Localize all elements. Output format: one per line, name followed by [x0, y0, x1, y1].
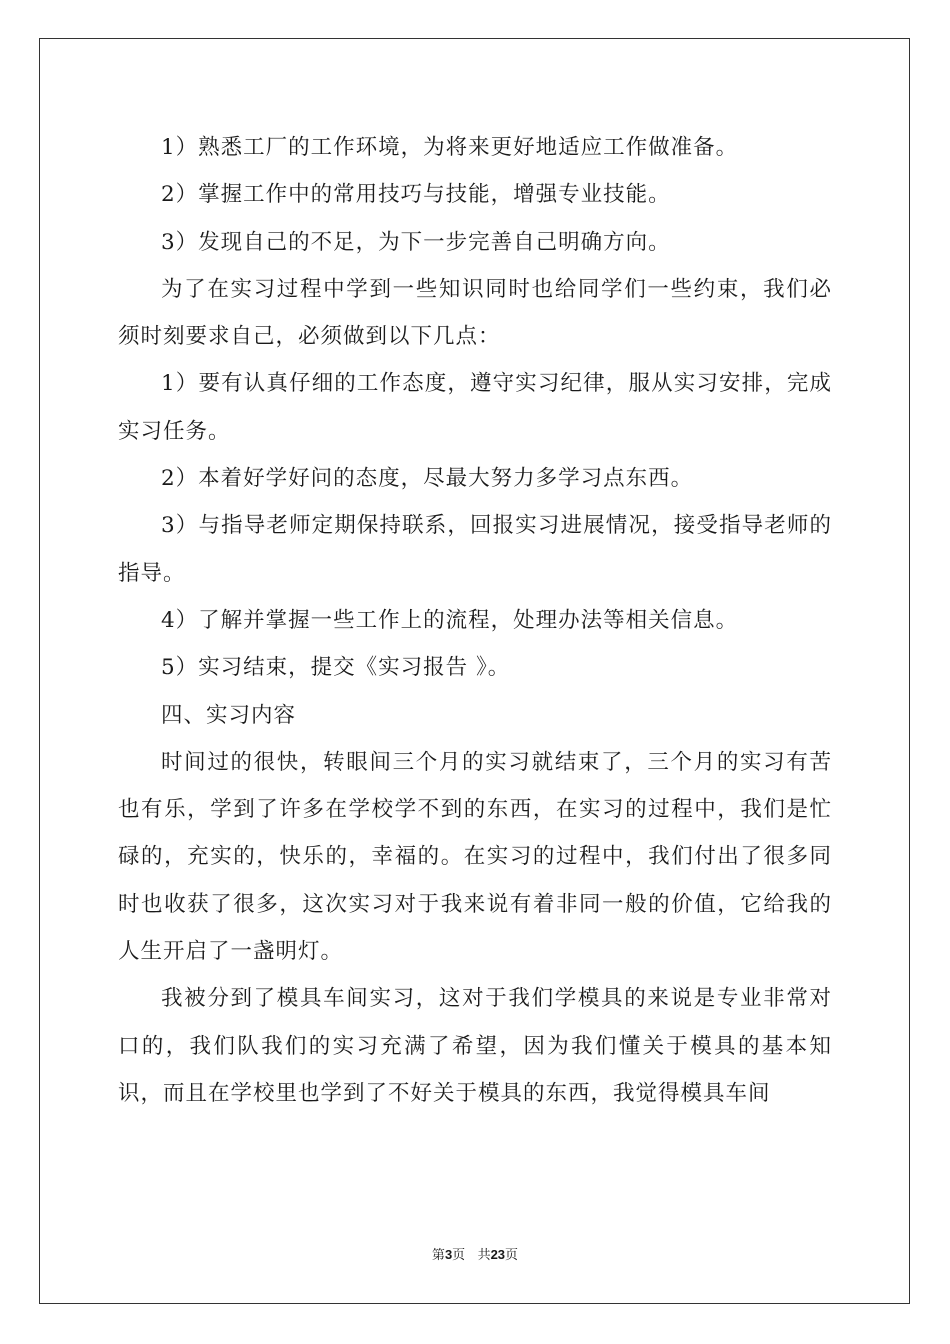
paragraph-2: 2）掌握工作中的常用技巧与技能，增强专业技能。: [161, 182, 671, 208]
paragraph-9: 5）实习结束，提交《实习报告 》。: [161, 655, 511, 681]
paragraph-10: 时间过的很快，转眼间三个月的实习就结束了，三个月的实习有苦也有乐，学到了许多在学校学不到的东西，在实习的过程中，我们是忙碌的，充实的，快乐的，幸福的。在实习的过程中，我们付出了很多同时也收获了很多，这次实习对于我来说有着非同一般的价值，它给我的人生开启了一盏明灯。: [118, 749, 832, 965]
paragraph-6: 2）本着好学好问的态度，尽最大努力多学习点东西。: [161, 466, 694, 492]
footer-prefix: 第: [431, 1248, 445, 1263]
paragraph-4: 为了在实习过程中学到一些知识同时也给同学们一些约束，我们必须时刻要求自己，必须做到以下几点：: [118, 276, 832, 350]
footer-page-number: 3: [444, 1247, 453, 1262]
footer-mid: 页 共: [452, 1248, 491, 1263]
paragraph-3: 3）发现自己的不足，为下一步完善自己明确方向。: [161, 229, 671, 255]
paragraph-11: 我被分到了模具车间实习，这对于我们学模具的来说是专业非常对口的，我们队我们的实习充满了希望，因为我们懂关于模具的基本知识，而且在学校里也学到了不好关于模具的东西，我觉得模具车间: [118, 986, 832, 1106]
page-footer: [0, 1246, 950, 1265]
footer-suffix: 页: [505, 1248, 519, 1263]
paragraph-8: 4）了解并掌握一些工作上的流程，处理办法等相关信息。: [161, 607, 739, 633]
paragraph-7: 3）与指导老师定期保持联系，回报实习进展情况，接受指导老师的指导。: [118, 513, 832, 586]
footer-total-pages: 23: [490, 1247, 506, 1262]
paragraph-1: 1）熟悉工厂的工作环境，为将来更好地适应工作做准备。: [161, 135, 739, 160]
paragraph-5: 1）要有认真仔细的工作态度，遵守实习纪律，服从实习安排，完成实习任务。: [118, 371, 832, 444]
section-heading: 四、实习内容: [161, 702, 297, 728]
document-body: [118, 124, 832, 1117]
